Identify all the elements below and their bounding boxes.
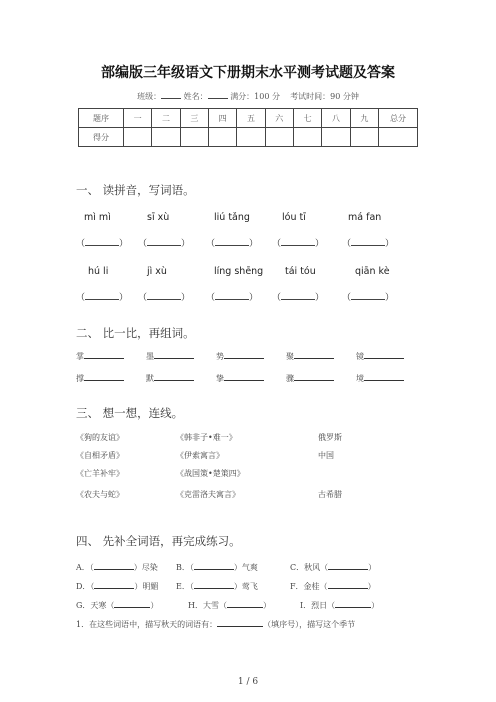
exam-info xyxy=(0,90,496,102)
match-right-item[interactable]: 中国 xyxy=(318,451,334,460)
section2-heading: 二、 比一比，再组词。 xyxy=(76,326,195,340)
full-score: 满分：100 分 xyxy=(230,92,280,101)
header-cell: 八 xyxy=(322,109,350,128)
answer-blank[interactable]: （ ） xyxy=(138,239,191,249)
fill-word-item[interactable] xyxy=(176,561,258,573)
match-left-item[interactable]: 《自相矛盾》 xyxy=(76,451,124,460)
compare-char: 撑 xyxy=(76,374,84,383)
compare-char: 挚 xyxy=(216,374,224,383)
compare-word-item[interactable] xyxy=(356,372,404,384)
fill-word-suffix: ） xyxy=(150,601,159,610)
question-1-text-cont: （填序号），描写这个季节 xyxy=(263,620,356,629)
fill-word-suffix: ）气爽 xyxy=(233,563,258,572)
pinyin-item: lóu tī xyxy=(282,212,306,223)
answer-blank[interactable]: （ ） xyxy=(138,293,191,303)
fill-word-prefix: E．（ xyxy=(176,582,194,591)
fill-word-item[interactable] xyxy=(76,561,158,573)
fill-word-suffix: ）明媚 xyxy=(134,582,159,591)
question-1-blank[interactable] xyxy=(217,618,263,627)
score-cell[interactable] xyxy=(237,128,265,147)
score-table-score-row xyxy=(79,128,418,147)
compare-char: 势 xyxy=(216,352,224,361)
answer-blank[interactable]: （ ） xyxy=(342,293,395,303)
fill-word-prefix: G．天寒（ xyxy=(76,601,115,610)
pinyin-item: jì xù xyxy=(147,266,167,277)
fill-word-item[interactable] xyxy=(300,599,379,611)
compare-word-item[interactable] xyxy=(146,350,194,362)
exam-time: 考试时间：90 分钟 xyxy=(290,92,359,101)
score-cell[interactable] xyxy=(124,128,152,147)
answer-blank[interactable]: （ ） xyxy=(272,239,325,249)
score-cell[interactable] xyxy=(208,128,236,147)
header-cell: 二 xyxy=(152,109,180,128)
fill-word-suffix: ） xyxy=(368,563,377,572)
fill-word-prefix: I．烈日（ xyxy=(300,601,336,610)
name-blank[interactable] xyxy=(208,90,228,99)
page-title: 部编版三年级语文下册期末水平测考试题及答案 xyxy=(101,65,395,81)
compare-word-item[interactable] xyxy=(76,350,124,362)
pinyin-item: líng shēng xyxy=(214,266,264,277)
match-middle-item[interactable]: 《韩非子•难一》 xyxy=(176,433,237,442)
fill-word-prefix: B．（ xyxy=(176,563,194,572)
header-cell: 六 xyxy=(265,109,293,128)
match-left-item[interactable]: 《农夫与蛇》 xyxy=(76,490,124,499)
fill-word-item[interactable] xyxy=(76,599,158,611)
pinyin-item: sī xù xyxy=(147,212,170,223)
compare-word-item[interactable] xyxy=(146,372,194,384)
header-cell: 题序 xyxy=(79,109,124,128)
score-table xyxy=(78,108,418,147)
fill-word-prefix: D．（ xyxy=(76,582,95,591)
answer-blank[interactable]: （ ） xyxy=(76,239,129,249)
answer-blank[interactable]: （ ） xyxy=(206,293,259,303)
score-cell[interactable] xyxy=(152,128,180,147)
fill-word-suffix: ） xyxy=(371,601,380,610)
fill-word-item[interactable] xyxy=(290,561,376,573)
score-row-label: 得分 xyxy=(79,128,124,147)
fill-word-item[interactable] xyxy=(290,580,376,592)
fill-word-suffix: ）尽染 xyxy=(133,563,158,572)
question-1 xyxy=(76,618,355,630)
pinyin-item: mì mì xyxy=(84,212,111,223)
compare-char: 聚 xyxy=(286,352,294,361)
header-cell: 总分 xyxy=(379,109,418,128)
score-cell[interactable] xyxy=(265,128,293,147)
compare-char: 掌 xyxy=(76,352,84,361)
header-cell: 三 xyxy=(180,109,208,128)
answer-blank[interactable]: （ ） xyxy=(272,293,325,303)
fill-word-item[interactable] xyxy=(176,580,258,592)
section4-heading: 四、 先补全词语，再完成练习。 xyxy=(76,534,241,548)
header-cell: 七 xyxy=(293,109,321,128)
question-1-text: 1．在这些词语中，描写秋天的词语有： xyxy=(76,620,218,629)
answer-blank[interactable]: （ ） xyxy=(76,293,129,303)
score-cell[interactable] xyxy=(322,128,350,147)
compare-char: 镜 xyxy=(356,352,364,361)
header-cell: 五 xyxy=(237,109,265,128)
fill-word-prefix: H．大雪（ xyxy=(188,601,227,610)
compare-word-item[interactable] xyxy=(216,350,264,362)
score-cell[interactable] xyxy=(350,128,378,147)
section3-heading: 三、 想一想，连线。 xyxy=(76,406,184,420)
pinyin-item: liú tǎng xyxy=(214,212,250,223)
compare-char: 默 xyxy=(146,374,154,383)
class-label: 班级： xyxy=(137,92,162,101)
pinyin-item: hú li xyxy=(88,266,109,277)
compare-char: 境 xyxy=(356,374,364,383)
fill-word-prefix: F．金桂（ xyxy=(290,582,328,591)
pinyin-item: má fan xyxy=(348,212,382,223)
score-cell[interactable] xyxy=(180,128,208,147)
score-cell[interactable] xyxy=(379,128,418,147)
match-left-item[interactable]: 《亡羊补牢》 xyxy=(76,469,124,478)
compare-word-item[interactable] xyxy=(76,372,124,384)
compare-char: 墨 xyxy=(146,352,154,361)
match-right-item[interactable]: 古希腊 xyxy=(318,490,342,499)
name-label: 姓名： xyxy=(183,92,208,101)
section1-heading: 一、 读拼音，写词语。 xyxy=(76,183,195,197)
fill-word-item[interactable] xyxy=(188,599,271,611)
match-middle-item[interactable]: 《战国策•楚策四》 xyxy=(176,469,245,478)
page-number: 1 / 6 xyxy=(237,677,259,687)
score-cell[interactable] xyxy=(293,128,321,147)
fill-word-prefix: C．秋风（ xyxy=(290,563,329,572)
answer-blank[interactable]: （ ） xyxy=(206,239,259,249)
fill-word-item[interactable] xyxy=(76,580,158,592)
class-blank[interactable] xyxy=(161,90,181,99)
compare-word-item[interactable] xyxy=(286,372,334,384)
compare-word-item[interactable] xyxy=(356,350,404,362)
answer-blank[interactable]: （ ） xyxy=(342,239,395,249)
header-cell: 一 xyxy=(124,109,152,128)
match-middle-item[interactable]: 《克雷洛夫寓言》 xyxy=(176,490,240,499)
fill-word-suffix: ）莺飞 xyxy=(233,582,258,591)
match-right-item[interactable]: 俄罗斯 xyxy=(318,433,342,442)
score-table-header-row xyxy=(79,109,418,128)
header-cell: 四 xyxy=(208,109,236,128)
fill-word-suffix: ） xyxy=(367,582,376,591)
compare-word-item[interactable] xyxy=(286,350,334,362)
pinyin-item: tái tóu xyxy=(285,266,316,277)
pinyin-item: qiān kè xyxy=(355,266,390,277)
compare-word-item[interactable] xyxy=(216,372,264,384)
match-left-item[interactable]: 《狗的友谊》 xyxy=(76,433,124,442)
fill-word-prefix: A．（ xyxy=(76,563,94,572)
compare-char: 骤 xyxy=(286,374,294,383)
match-middle-item[interactable]: 《伊索寓言》 xyxy=(176,451,224,460)
header-cell: 九 xyxy=(350,109,378,128)
fill-word-suffix: ） xyxy=(262,601,271,610)
